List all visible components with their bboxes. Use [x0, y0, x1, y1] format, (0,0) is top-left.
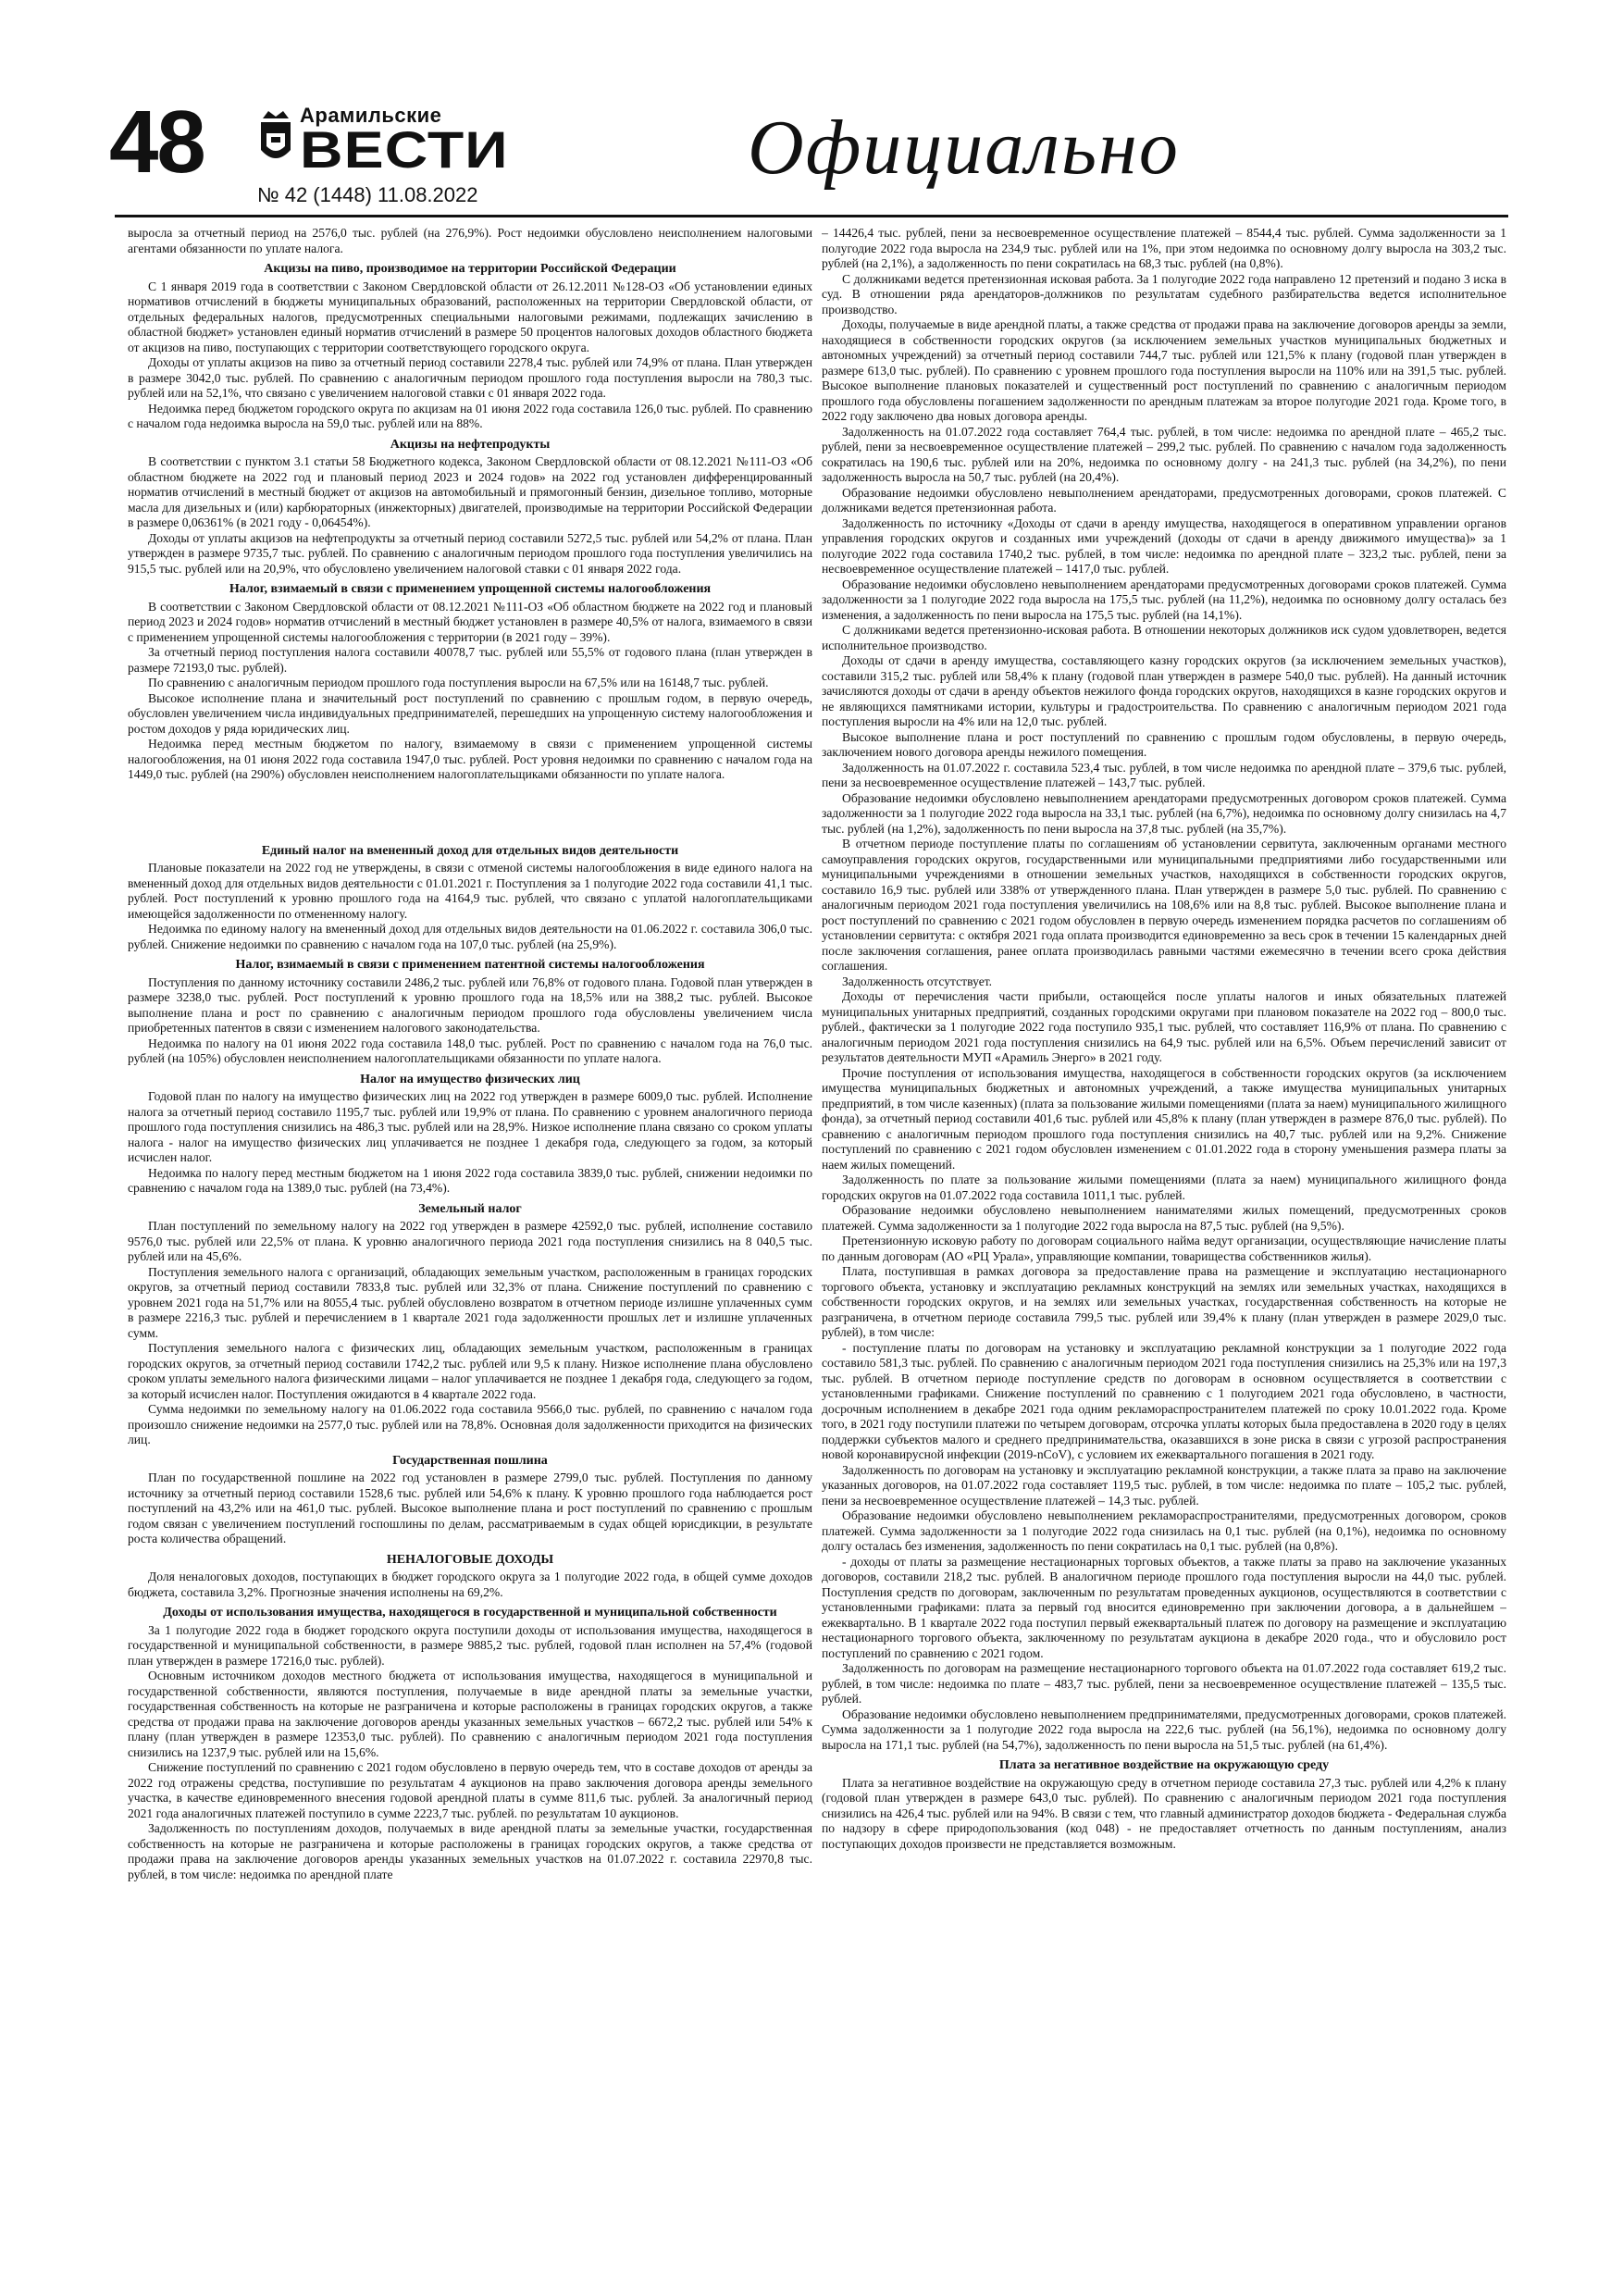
paragraph: Задолженность по плате за пользование жилыми помещениями (плата за наем) муниципального жилищного фонда городских округов на 01.07.2022 года составила 1011,1 тыс. рублей. — [822, 1173, 1506, 1202]
paragraph: Образование недоимки обусловлено невыполнением арендаторами предусмотренных договором сроков платежей. Сумма задолженности за 1 полугодие 2022 года выросла на 33,1 тыс. рублей (на 6,7%), недоимка по основному долгу снизилась на 4,7 тыс. рублей (на 1,2%), задолженность по пени выросла на 37,8 тыс. рублей (на 35,7%). — [822, 790, 1506, 836]
blank-space — [128, 783, 812, 838]
paragraph: Высокое выполнение плана и рост поступлений по сравнению с прошлым годом обусловлены, в первую очередь, заключением нового договора аренды нежилого помещения. — [822, 729, 1506, 759]
paragraph: Снижение поступлений по сравнению с 2021 годом обусловлено в первую очередь тем, что в составе доходов от аренды за 2022 год отражены средства, поступившие по результатам 4 аукционов на право заключения договора аренды земельного участка, в качестве единовременного внесения годовой арендной платы в сумме 811,6 тыс. рублей. За аналогичный период 2021 года аналогичных платежей поступило в сумме 2223,7 тыс. рублей. по результатам 10 аукционов. — [128, 1760, 812, 1820]
section-heading: Земельный налог — [418, 1201, 522, 1216]
paragraph: Доля неналоговых доходов, поступающих в бюджет городского округа за 1 полугодие 2022 года, в общей сумме доходов бюджета, составила 3,2%. Прогнозные значения исполнены на 69,2%. — [128, 1570, 812, 1599]
section-heading: Налог, взимаемый в связи с применением патентной системы налогообложения — [235, 958, 705, 972]
page-header — [0, 0, 1623, 222]
section-heading: Доходы от использования имущества, находящегося в государственной и муниципальной собственности — [163, 1606, 777, 1620]
coat-of-arms-icon — [257, 105, 294, 170]
paragraph: В соответствии с пунктом 3.1 статьи 58 Бюджетного кодекса, Законом Свердловской области от 08.12.2021 №111-ОЗ «Об областном бюджете на 2022 год и плановый период 2023 и 2024 годов» на 2022 год установлен дифференцированный норматив отчислений в местный бюджет от акцизов на автомобильный и прямогонный бензин, дизельное топливо, моторные масла для дизельных и (или) карбюраторных (инжекторных) двигателей, производимые на территории Российской Федерации в размере 0,06361% (в 2021 году - 0,06454%). — [128, 454, 812, 529]
paragraph: - поступление платы по договорам на установку и эксплуатацию рекламной конструкции за 1 полугодие 2022 года составило 581,3 тыс. рублей. По сравнению с аналогичным периодом 2021 года поступления снизились на 25,3% или на 197,3 тыс. рублей. В отчетном периоде поступление средств по договорам в основном осуществляется в соответствии с установленными графиками. Снижение поступлений по сравнению с 1 полугодием 2021 года обусловлено, в частности, досрочным исполнением в декабре 2021 года одним рекламораспространителем платежей по сроку 10.01.2022 года. Кроме того, в 2021 году поступили платежи по четырем договорам, отсрочка уплаты которых была предоставлена в 2020 году в целях поддержки субъектов малого и среднего предпринимательства, оказавшихся в зоне риска в связи с угрозой распространения новой коронавирусной инфекции (2019-nCoV), с условием их ежеквартального погашения в 2021 году. — [822, 1340, 1506, 1461]
paragraph: Недоимка по налогу перед местным бюджетом на 1 июня 2022 года составила 3839,0 тыс. рублей, снижении недоимки по сравнению с началом года на 1389,0 тыс. рублей (на 73,4%). — [128, 1165, 812, 1195]
paragraph: За 1 полугодие 2022 года в бюджет городского округа поступили доходы от использования имущества, находящегося в государственной и муниципальной собственности, в размере 9885,2 тыс. рублей, годовой план исполнен на 57,4% (годовой план утвержден в размере 17216,0 тыс. рублей). — [128, 1622, 812, 1668]
paragraph: Задолженность отсутствует. — [842, 974, 993, 988]
left-column — [128, 226, 812, 2280]
paragraph: Недоимка перед местным бюджетом по налогу, взимаемому в связи с применением упрощенной системы налогообложения, на 01 июня 2022 года составила 1947,0 тыс. рублей. Рост уровня недоимки по сравнению с началом года на 1449,0 тыс. рублей (на 290%) обусловлен неисполнением налогоплательщиками обязанности по уплате налога. — [128, 737, 812, 781]
paragraph: Плановые показатели на 2022 год не утверждены, в связи с отменой системы налогообложения в виде единого налога на вмененный доход для отдельных видов деятельности с 01.01.2021 г. Поступления за 1 полугодие 2022 года составили 41,1 тыс. рублей. Рост поступлений к уровню прошлого года на 4164,9 тыс. рублей, что связано с уплатой налогоплательщиками имеющейся задолженности по отмененному налогу. — [128, 861, 812, 921]
paragraph: Доходы от сдачи в аренду имущества, составляющего казну городских округов (за исключением земельных участков), составили 315,2 тыс. рублей или 58,4% к плану (годовой план утвержден в размере 540,0 тыс. рублей). На данный источник зачисляются доходы от сдачи в аренду объектов нежилого фонда городских округов, находящихся в казне городских округов и не являющихся памятниками истории, культуры и градостроительства. По сравнению с аналогичным периодом 2021 года поступления выросли на 4% или на 12,0 тыс. рублей. — [822, 653, 1506, 728]
paragraph: Поступления по данному источнику составили 2486,2 тыс. рублей или 76,8% от годового плана. Годовой план утвержден в размере 3238,0 тыс. рублей. Рост поступлений к уровню прошлого года на 18,5% или на 388,2 тыс. рублей. Высокое выполнение плана и рост по сравнению с аналогичным периодом прошлого года обусловлены увеличением числа приобретенных патентов в связи с изменением налогового законодательства. — [128, 974, 812, 1035]
paragraph: Доходы от перечисления части прибыли, остающейся после уплаты налогов и иных обязательных платежей муниципальных унитарных предприятий, созданных городскими округами при плановом показателе на 2022 год – 800,0 тыс. рублей., фактически за 1 полугодие 2022 года поступило 935,1 тыс. рублей, что составляет 116,9% от плана. По сравнению с аналогичным периодом 2021 года поступления снизились на 64,9 тыс. рублей или на 6,5%. Объем перечислений зависит от результатов деятельности МУП «Арамиль Энерго» в 2021 году. — [822, 989, 1506, 1064]
section-heading: Плата за негативное воздействие на окружающую среду — [998, 1758, 1330, 1772]
paragraph: Задолженность по договорам на размещение нестационарного торгового объекта на 01.07.2022 года составляет 619,2 тыс. рублей, в том числе: недоимка по плате – 483,7 тыс. рублей, пени за несвоевременное осуществление платежей – 135,5 тыс. рублей. — [822, 1661, 1506, 1706]
section-heading: Налог на имущество физических лиц — [360, 1072, 580, 1086]
paragraph: Образование недоимки обусловлено невыполнением арендаторами предусмотренных договорами сроков платежей. Сумма задолженности за 1 полугодие 2022 года выросла на 175,5 тыс. рублей (на 11,2%), недоимка по основному долгу осталась без изменения, а задолженность по пени выросла на 175,5 тыс. рублей (на 14,1%). — [822, 577, 1506, 622]
page-number: 48 — [109, 93, 204, 192]
paragraph: План по государственной пошлине на 2022 год установлен в размере 2799,0 тыс. рублей. Поступления по данному источнику за отчетный период составили 1528,6 тыс. рублей или 54,6% к плану. К уровню прошлого года наблюдается рост поступлений на 43,2% или на 461,0 тыс. рублей. Высокое выполнение плана и рост поступлений по сравнению с прошлым годом связан с увеличением поступлений госпошлины по делам, рассматриваемым в судах общей юрисдикции, в результате роста количества обращений. — [128, 1471, 812, 1545]
paragraph: Прочие поступления от использования имущества, находящегося в собственности городских округов (за исключением имущества муниципальных бюджетных и автономных учреждений, а также имущества муниципальных унитарных предприятий, в том числе казенных) (плата за пользование жилыми помещениями (плата за наем) муниципального жилищного фонда), за отчетный период составили 401,6 тыс. рублей или 45,8% к плану (план утвержден в размере 876,0 тыс. рублей). По сравнению с аналогичным периодом прошлого года поступления снизились на 40,7 тыс. рублей или на 9,2%. Снижение поступлений по сравнению с 2021 годом обусловлен изменением с 01.01.2022 года в сторону уменьшения размера платы за наем жилых помещений. — [822, 1065, 1506, 1172]
paragraph: Поступления земельного налога с организаций, обладающих земельным участком, расположенным в границах городских округов, за отчетный период составили 7833,8 тыс. рублей или 32,3% от плана. Снижение поступлений по сравнению с уровнем 2021 года на 51,7% или на 8055,4 тыс. рублей обусловлено возвратом в отчетном периоде излишне уплаченных сумм в размере 2216,3 тыс. рублей и перечислением в 1 квартале 2021 года задолженности прошлых лет и излишне уплаченных сумм. — [128, 1264, 812, 1340]
paragraph: Задолженность по поступлениям доходов, получаемых в виде арендной платы за земельные участки, государственная собственность на которые не разграничена и которые расположены в границах городских округов, а также средства от продажи права на заключение договоров аренды указанных земельных участков на 01.07.2022 г. составила 22970,8 тыс. рублей, в том числе: недоимка по арендной плате — [128, 1821, 812, 1881]
logo-title-top: Арамильские — [300, 104, 442, 127]
paragraph: Претензионную исковую работу по договорам социального найма ведут организации, осуществляющие начисление платы по данным договорам (АО «РЦ Урала», управляющие компании, товарищества собственников жилья). — [822, 1234, 1506, 1263]
section-heading: Акцизы на пиво, производимое на территории Российской Федерации — [264, 262, 676, 276]
paragraph: Задолженность по источнику «Доходы от сдачи в аренду имущества, находящегося в оперативном управлении органов управления городских округов и созданных ими учреждений (доходы от сдачи в аренду движимого имущества)» за 1 полугодие 2022 года составила 1740,2 тыс. рублей, в том числе: недоимка по арендной плате – 323,2 тыс. рублей, пени за несвоевременное осуществление платежей – 1417,0 тыс. рублей. — [822, 515, 1506, 576]
paragraph: Доходы от уплаты акцизов на пиво за отчетный период составили 2278,4 тыс. рублей или 74,9% от плана. План утвержден в размере 3042,0 тыс. рублей. По сравнению с аналогичным периодом прошлого года поступления выросли на 780,3 тыс. рублей или на 52,1%, что связано с увеличением налоговой ставки с 01 января 2022 года. — [128, 355, 812, 400]
section-title: Официально — [748, 105, 1180, 191]
paragraph: Недоимка по налогу на 01 июня 2022 года составила 148,0 тыс. рублей. Рост по сравнению с началом года на 76,0 тыс. рублей (на 105%) обусловлен неисполнением налогоплательщиками обязанности по уплате налога. — [128, 1036, 812, 1065]
paragraph: Образование недоимки обусловлено невыполнением рекламораспространителями, предусмотренных договором, сроков платежей. Сумма задолженности за 1 полугодие 2022 года снизилась на 0,1 тыс. рублей (на 0,1%), недоимка по основному долгу осталась без изменения, задолженность по пени сократилась на 0,1 тыс. рублей (на 0,8%). — [822, 1508, 1506, 1553]
paragraph: Доходы от уплаты акцизов на нефтепродукты за отчетный период составили 5272,5 тыс. рублей или 54,2% от плана. План утвержден в размере 9735,7 тыс. рублей. По сравнению с аналогичным периодом прошлого года поступления увеличились на 915,5 тыс. рублей или на 20,9%, что обусловлено увеличением налоговой ставки с 01 января 2022 года. — [128, 530, 812, 576]
paragraph: В соответствии с Законом Свердловской области от 08.12.2021 №111-ОЗ «Об областном бюджете на 2022 год и плановый период 2023 и 2024 годов» норматив отчислений в местный бюджет установлен в размере 40,5% от налога, взимаемого в связи с применением упрощенной системы налогообложения с территории (в 2021 году – 39%). — [128, 599, 812, 644]
section-heading: Налог, взимаемый в связи с применением упрощенной системы налогообложения — [229, 582, 712, 596]
newspaper-logo — [257, 100, 509, 183]
paragraph: Образование недоимки обусловлено невыполнением предпринимателями, предусмотренных договорами, сроков платежей. Сумма задолженности за 1 полугодие 2022 года выросла на 222,6 тыс. рублей (на 56,1%), недоимка по основному долгу выросла на 171,1 тыс. рублей (на 54,7%), задолженность по пени выросла на 51,5 тыс. рублей (на 61,4%). — [822, 1706, 1506, 1752]
paragraph: Высокое исполнение плана и значительный рост поступлений по сравнению с прошлым годом, в первую очередь, обусловлен увеличением числа индивидуальных предпринимателей, перешедших на упрощенную систему налогообложения и ростом доходов у ряда юридических лиц. — [128, 690, 812, 736]
paragraph: Недоимка перед бюджетом городского округа по акцизам на 01 июня 2022 года составила 126,0 тыс. рублей. По сравнению с началом года недоимка выросла на 59,0 тыс. рублей или на 88%. — [128, 401, 812, 430]
right-column — [822, 226, 1506, 2280]
paragraph: - доходы от платы за размещение нестационарных торговых объектов, а также платы за право на заключение указанных договоров, составили 218,2 тыс. рублей. В аналогичном периоде прошлого года поступления выросли на 44,0 тыс. рублей. Поступления средств по договорам, заключенным по результатам проведенных аукционов, осуществляются в соответствии с установленными графиками: плата за первый год вносится единовременно при заключении договора, а в дальнейшем – ежеквартально. В 1 квартале 2022 года поступил первый ежеквартальный платеж по договору на размещение и эксплуатацию нестационарного торгового объекта, заключенному по результатам аукциона в декабре 2020 года., что и обусловило рост поступлений по сравнению с 2021 годом. — [822, 1554, 1506, 1660]
section-heading: Акцизы на нефтепродукты — [390, 437, 551, 452]
paragraph: выросла за отчетный период на 2576,0 тыс. рублей (на 276,9%). Рост недоимки обусловлено неисполнением налоговыми агентами обязанности по уплате налога. — [128, 226, 812, 255]
section-heading: Единый налог на вмененный доход для отдельных видов деятельности — [261, 843, 679, 858]
paragraph: План поступлений по земельному налогу на 2022 год утвержден в размере 42592,0 тыс. рублей, исполнение составило 9576,0 тыс. рублей или 22,5% от плана. К уровню аналогичного периода 2021 года поступления снизились на 8 040,5 тыс. рублей или на 45,6%. — [128, 1219, 812, 1263]
paragraph: В отчетном периоде поступление платы по соглашениям об установлении сервитута, заключенным органами местного самоуправления городских округов, государственными или муниципальными предприятиями либо государственными или муниципальными учреждениями в отношении земельных участков, находящихся в собственности городских округов, составило 16,9 тыс. рублей или 338% от утвержденного плана. План утвержден в размере 5,0 тыс. рублей. По сравнению с аналогичным периодом 2021 года поступления увеличились на 108,6% или на 8,8 тыс. рублей. Высокое выполнение плана и рост поступлений по сравнению с 2021 годом обусловлен в первую очередь изменением порядка расчетов по соглашениям об установлении сервитута: с октября 2021 года оплата производится единовременно за весь срок в течении 15 календарных дней после заключения соглашения, ранее оплата производилась равными частями ежемесячно в течении всего срока действия соглашения. — [822, 837, 1506, 973]
paragraph: Недоимка по единому налогу на вмененный доход для отдельных видов деятельности на 01.06.2022 г. составила 306,0 тыс. рублей. Снижение недоимки по сравнению с началом года на 107,0 тыс. рублей (на 25,9%). — [128, 922, 812, 951]
paragraph: Образование недоимки обусловлено невыполнением арендаторами, предусмотренных договорами, сроков платежей. С должниками ведется претензионная работа. — [822, 485, 1506, 515]
paragraph: Плата за негативное воздействие на окружающую среду в отчетном периоде составила 27,3 тыс. рублей или 4,2% к плану (годовой план утвержден в размере 643,0 тыс. рублей). По сравнению с аналогичным периодом 2021 года поступления снизились на 426,4 тыс. рублей или на 94%. В связи с тем, что главный администратор доходов бюджета - Федеральная служба по надзору в сфере природопользования (код 048) - не предоставляет отчетность по данным поступлениям, анализ поступающих доходов произвести не представляется возможным. — [822, 1775, 1506, 1851]
header-rule — [115, 215, 1508, 217]
paragraph: Плата, поступившая в рамках договора за предоставление права на размещение и эксплуатацию нестационарного торгового объекта, установку и эксплуатацию рекламных конструкций на землях или земельных участках, находящихся в собственности городских округов, и на землях или земельных участках, государственная собственность на которые не разграничена, в отчетном периоде составила 799,5 тыс. рублей или 39,4% к плану (план утвержден в размере 2029,0 тыс. рублей), в том числе: — [822, 1264, 1506, 1339]
section-heading: Государственная пошлина — [392, 1453, 548, 1468]
paragraph: Задолженность на 01.07.2022 года составляет 764,4 тыс. рублей, в том числе: недоимка по арендной плате – 465,2 тыс. рублей, пени за несвоевременное осуществление платежей – 299,2 тыс. рублей. По сравнению с началом года задолженность сократилась на 190,6 тыс. рублей или на 20%, недоимка по основному долгу - на 241,3 тыс. рублей (на 34,2%), по пени задолженность выросла на 50,7 тыс. рублей (на 20,4%). — [822, 424, 1506, 484]
issue-info: № 42 (1448) 11.08.2022 — [257, 183, 478, 206]
paragraph: Доходы, получаемые в виде арендной платы, а также средства от продажи права на заключение договоров аренды за земли, находящиеся в собственности городских округов (за исключением земельных участков муниципальных бюджетных и автономных учреждений) за отчетный период составили 744,7 тыс. рублей или 121,5% к плану (годовой план утвержден в размере 613,0 тыс. рублей). По сравнению с уровнем прошлого года поступления выросли на 110% или на 391,5 тыс. рублей. Высокое выполнение плановых показателей и существенный рост поступлений по сравнению с аналогичным периодом прошлого года обусловлены погашением задолженности по арендным платежам за второе полугодие 2021 года. Кроме того, в 2022 году заключено два новых договора аренды. — [822, 317, 1506, 423]
paragraph: За отчетный период поступления налога составили 40078,7 тыс. рублей или 55,5% от годового плана (план утвержден в размере 72193,0 тыс. рублей). — [128, 645, 812, 675]
paragraph: С должниками ведется претензионная исковая работа. За 1 полугодие 2022 года направлено 12 претензий и подано 3 иска в суд. В отношении ряда арендаторов-должников по результатам судебного разбирательства ведется исполнительное производство. — [822, 271, 1506, 316]
paragraph: – 14426,4 тыс. рублей, пени за несвоевременное осуществление платежей – 8544,4 тыс. рублей. Сумма задолженности за 1 полугодие 2022 года выросла на 234,9 тыс. рублей или на 1%, при этом недоимка по основному долгу выросла на 303,2 тыс. рублей (на 2,1%), а задолженность по пени сократилась на 68,3 тыс. рублей (на 0,8%). — [822, 226, 1506, 270]
paragraph: Задолженность на 01.07.2022 г. составила 523,4 тыс. рублей, в том числе недоимка по арендной плате – 379,6 тыс. рублей, пени за несвоевременное осуществление платежей – 143,7 тыс. рублей. — [822, 760, 1506, 789]
logo-title-main: ВЕСТИ — [300, 120, 509, 179]
paragraph: Годовой план по налогу на имущество физических лиц на 2022 год утвержден в размере 6009,0 тыс. рублей. Исполнение налога за отчетный период составило 1195,7 тыс. рублей или 19,9% от плана. По сравнению с уровнем аналогичного периода прошлого года поступления снизились на 486,3 тыс. рублей или на 28,9%. Низкое исполнение плана связано со сроком уплаты налога - налог на имущество физических лиц уплачивается не позднее 1 декабря года, следующего за годом, за который исчислен налог. — [128, 1089, 812, 1164]
section-heading: НЕНАЛОГОВЫЕ ДОХОДЫ — [386, 1552, 554, 1567]
paragraph: Поступления земельного налога с физических лиц, обладающих земельным участком, расположенным в границах городских округов, за отчетный период составили 1742,2 тыс. рублей или 9,5 к плану. Низкое исполнение плана обусловлено сроком уплаты земельного налога физическими лицами – налог уплачивается не позднее 1 декабря года, следующего за годом, за который исчислен налог. Поступления ожидаются в 4 квартале 2022 года. — [128, 1341, 812, 1401]
paragraph: Сумма недоимки по земельному налогу на 01.06.2022 года составила 9566,0 тыс. рублей, по сравнению с началом года произошло снижение недоимки на 2577,0 тыс. рублей или на 78,8%. Основная доля задолженности приходится на физических лиц. — [128, 1402, 812, 1446]
paragraph: По сравнению с аналогичным периодом прошлого года поступления выросли на 67,5% или на 16148,7 тыс. рублей. — [148, 676, 769, 689]
paragraph: Задолженность по договорам на установку и эксплуатацию рекламной конструкции, а также плата за право на заключение указанных договоров, на 01.07.2022 года составляет 119,5 тыс. рублей, в том числе: недоимка по плате – 105,2 тыс. рублей, пени за несвоевременное осуществление платежей – 14,3 тыс. рублей. — [822, 1462, 1506, 1508]
paragraph: С 1 января 2019 года в соответствии с Законом Свердловской области от 26.12.2011 №128-ОЗ «Об установлении единых нормативов отчислений в бюджеты муниципальных образований, расположенных на территории Свердловской области, от отдельных федеральных налогов, предусмотренных специальными налоговыми режимами, подлежащих зачислению в областной бюджет» установлен единый норматив отчислений в размере 50 процентов налоговых доходов областного бюджета от акцизов на пиво, поступающих с территории соответствующего городского округа. — [128, 279, 812, 354]
paragraph: С должниками ведется претензионно-исковая работа. В отношении некоторых должников иск судом удовлетворен, ведется исполнительное производство. — [822, 623, 1506, 652]
paragraph: Образование недоимки обусловлено невыполнением нанимателями жилых помещений, предусмотренных сроков платежей. Сумма задолженности за 1 полугодие 2022 года выросла на 87,5 тыс. рублей (на 9,5%). — [822, 1203, 1506, 1233]
paragraph: Основным источником доходов местного бюджета от использования имущества, находящегося в муниципальной и государственной собственности, являются поступления, получаемые в виде арендной платы за земельные участки, государственная собственность на которые не разграничена и которые расположены в границах городских округов, а также средства от продажи права на заключение договоров аренды указанных земельных участков – 6672,2 тыс. рублей или 54% к плану (план утвержден в размере 12353,0 тыс. рублей). По сравнению с аналогичным периодом 2021 года поступления снизились на 1237,9 тыс. рублей или на 15,6%. — [128, 1669, 812, 1759]
